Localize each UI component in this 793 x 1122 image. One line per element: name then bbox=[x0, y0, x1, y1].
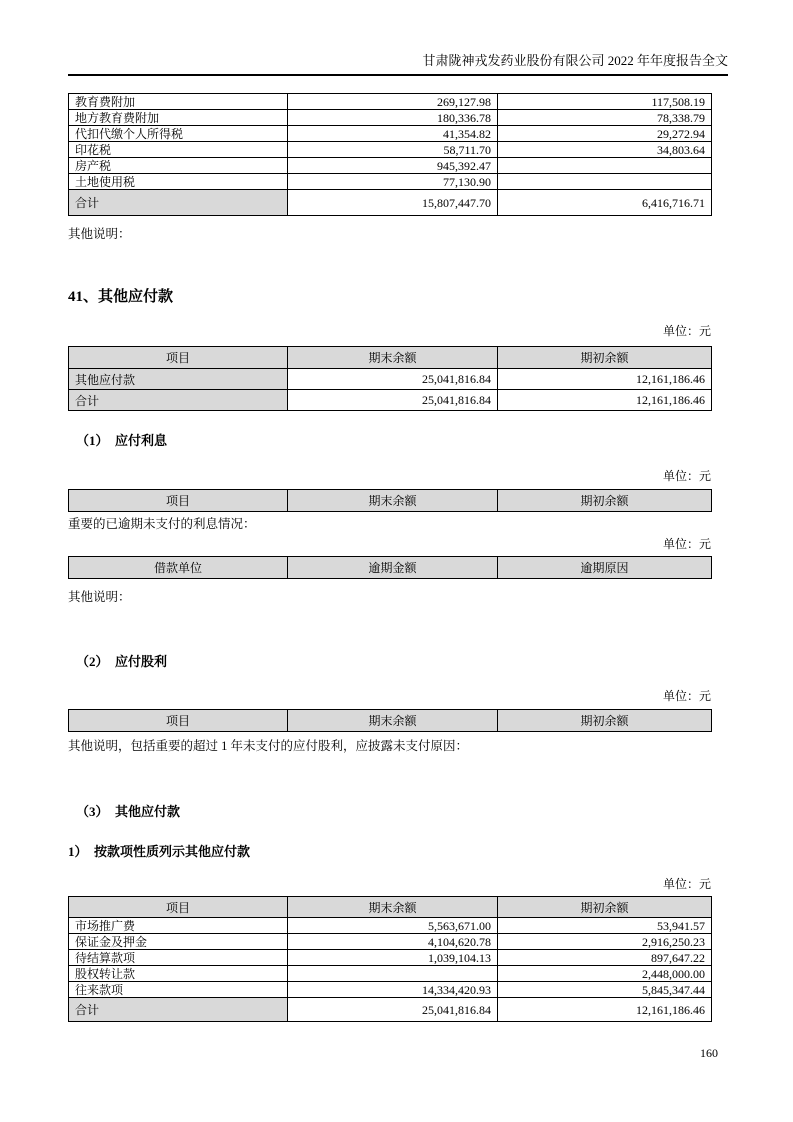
beginning-balance-cell: 12,161,186.46 bbox=[498, 998, 712, 1022]
column-header: 期末余额 bbox=[288, 490, 498, 512]
item-cell: 其他应付款 bbox=[69, 369, 288, 390]
taxes-payable-table bbox=[68, 93, 712, 216]
ending-balance-cell: 945,392.47 bbox=[288, 158, 498, 174]
unit-label: 单位：元 bbox=[662, 469, 711, 483]
overdue-interest-note: 重要的已逾期未支付的利息情况： bbox=[68, 517, 256, 531]
unit-label: 单位：元 bbox=[662, 324, 711, 338]
item-cell: 待结算款项 bbox=[69, 950, 288, 966]
column-header: 逾期金额 bbox=[288, 557, 498, 579]
column-header: 期末余额 bbox=[288, 897, 498, 918]
item-cell: 教育费附加 bbox=[69, 94, 288, 110]
table-row bbox=[69, 934, 712, 950]
total-row bbox=[69, 998, 712, 1022]
report-header bbox=[68, 53, 728, 76]
unit-label: 单位：元 bbox=[662, 877, 711, 891]
table-row bbox=[69, 142, 712, 158]
beginning-balance-cell: 53,941.57 bbox=[498, 918, 712, 934]
section-41-heading: 41、其他应付款 bbox=[68, 289, 174, 305]
beginning-balance-cell: 5,845,347.44 bbox=[498, 982, 712, 998]
other-payables-summary-table bbox=[68, 346, 712, 411]
item-cell: 保证金及押金 bbox=[69, 934, 288, 950]
column-header: 项目 bbox=[69, 347, 288, 369]
table-row bbox=[69, 950, 712, 966]
total-row bbox=[69, 190, 712, 216]
ending-balance-cell: 25,041,816.84 bbox=[288, 369, 498, 390]
section-41-2-heading: （2） 应付股利 bbox=[76, 654, 168, 669]
beginning-balance-cell: 6,416,716.71 bbox=[498, 190, 712, 216]
item-cell: 房产税 bbox=[69, 158, 288, 174]
beginning-balance-cell: 2,916,250.23 bbox=[498, 934, 712, 950]
column-header: 期初余额 bbox=[498, 710, 712, 732]
beginning-balance-cell: 34,803.64 bbox=[498, 142, 712, 158]
item-cell: 土地使用税 bbox=[69, 174, 288, 190]
other-note-label: 其他说明： bbox=[68, 227, 131, 241]
dividend-note: 其他说明，包括重要的超过 1 年未支付的应付股利，应披露未支付原因： bbox=[68, 739, 469, 753]
beginning-balance-cell bbox=[498, 174, 712, 190]
column-header: 项目 bbox=[69, 490, 288, 512]
table-header-row bbox=[69, 347, 712, 369]
ending-balance-cell bbox=[288, 966, 498, 982]
column-header: 期末余额 bbox=[288, 710, 498, 732]
column-header: 期初余额 bbox=[498, 347, 712, 369]
column-header: 期末余额 bbox=[288, 347, 498, 369]
item-cell: 代扣代缴个人所得税 bbox=[69, 126, 288, 142]
table-header-row bbox=[69, 557, 712, 579]
interest-payable-table bbox=[68, 489, 712, 512]
table-header-row bbox=[69, 490, 712, 512]
column-header: 项目 bbox=[69, 710, 288, 732]
beginning-balance-cell: 12,161,186.46 bbox=[498, 369, 712, 390]
ending-balance-cell: 5,563,671.00 bbox=[288, 918, 498, 934]
ending-balance-cell: 58,711.70 bbox=[288, 142, 498, 158]
item-cell: 地方教育费附加 bbox=[69, 110, 288, 126]
item-cell: 市场推广费 bbox=[69, 918, 288, 934]
column-header: 期初余额 bbox=[498, 897, 712, 918]
total-label-cell: 合计 bbox=[69, 390, 288, 411]
table-row bbox=[69, 174, 712, 190]
table-row bbox=[69, 982, 712, 998]
ending-balance-cell: 1,039,104.13 bbox=[288, 950, 498, 966]
table-row bbox=[69, 94, 712, 110]
table-row bbox=[69, 110, 712, 126]
table-row bbox=[69, 918, 712, 934]
beginning-balance-cell bbox=[498, 158, 712, 174]
table-row bbox=[69, 966, 712, 982]
total-label-cell: 合计 bbox=[69, 190, 288, 216]
unit-label: 单位：元 bbox=[662, 689, 711, 703]
ending-balance-cell: 180,336.78 bbox=[288, 110, 498, 126]
total-row bbox=[69, 390, 712, 411]
beginning-balance-cell: 29,272.94 bbox=[498, 126, 712, 142]
page-number: 160 bbox=[700, 1046, 718, 1060]
ending-balance-cell: 25,041,816.84 bbox=[288, 390, 498, 411]
item-cell: 股权转让款 bbox=[69, 966, 288, 982]
beginning-balance-cell: 2,448,000.00 bbox=[498, 966, 712, 982]
table-row bbox=[69, 369, 712, 390]
beginning-balance-cell: 897,647.22 bbox=[498, 950, 712, 966]
total-label-cell: 合计 bbox=[69, 998, 288, 1022]
table-row bbox=[69, 158, 712, 174]
other-note-label: 其他说明： bbox=[68, 590, 131, 604]
ending-balance-cell: 41,354.82 bbox=[288, 126, 498, 142]
overdue-interest-table bbox=[68, 556, 712, 579]
beginning-balance-cell: 12,161,186.46 bbox=[498, 390, 712, 411]
table-header-row bbox=[69, 897, 712, 918]
section-41-3-1-heading: 1） 按款项性质列示其他应付款 bbox=[68, 844, 251, 859]
by-nature-table bbox=[68, 896, 712, 1022]
column-header: 项目 bbox=[69, 897, 288, 918]
dividend-payable-table bbox=[68, 709, 712, 732]
unit-label: 单位：元 bbox=[662, 537, 711, 551]
table-row bbox=[69, 126, 712, 142]
column-header: 借款单位 bbox=[69, 557, 288, 579]
ending-balance-cell: 269,127.98 bbox=[288, 94, 498, 110]
section-41-1-heading: （1） 应付利息 bbox=[76, 433, 168, 448]
ending-balance-cell: 4,104,620.78 bbox=[288, 934, 498, 950]
beginning-balance-cell: 117,508.19 bbox=[498, 94, 712, 110]
table-header-row bbox=[69, 710, 712, 732]
ending-balance-cell: 77,130.90 bbox=[288, 174, 498, 190]
ending-balance-cell: 15,807,447.70 bbox=[288, 190, 498, 216]
column-header: 逾期原因 bbox=[498, 557, 712, 579]
report-header-title: 甘肃陇神戎发药业股份有限公司 2022 年年度报告全文 bbox=[422, 53, 728, 68]
beginning-balance-cell: 78,338.79 bbox=[498, 110, 712, 126]
item-cell: 印花税 bbox=[69, 142, 288, 158]
column-header: 期初余额 bbox=[498, 490, 712, 512]
ending-balance-cell: 14,334,420.93 bbox=[288, 982, 498, 998]
ending-balance-cell: 25,041,816.84 bbox=[288, 998, 498, 1022]
section-41-3-heading: （3） 其他应付款 bbox=[76, 804, 181, 819]
item-cell: 往来款项 bbox=[69, 982, 288, 998]
